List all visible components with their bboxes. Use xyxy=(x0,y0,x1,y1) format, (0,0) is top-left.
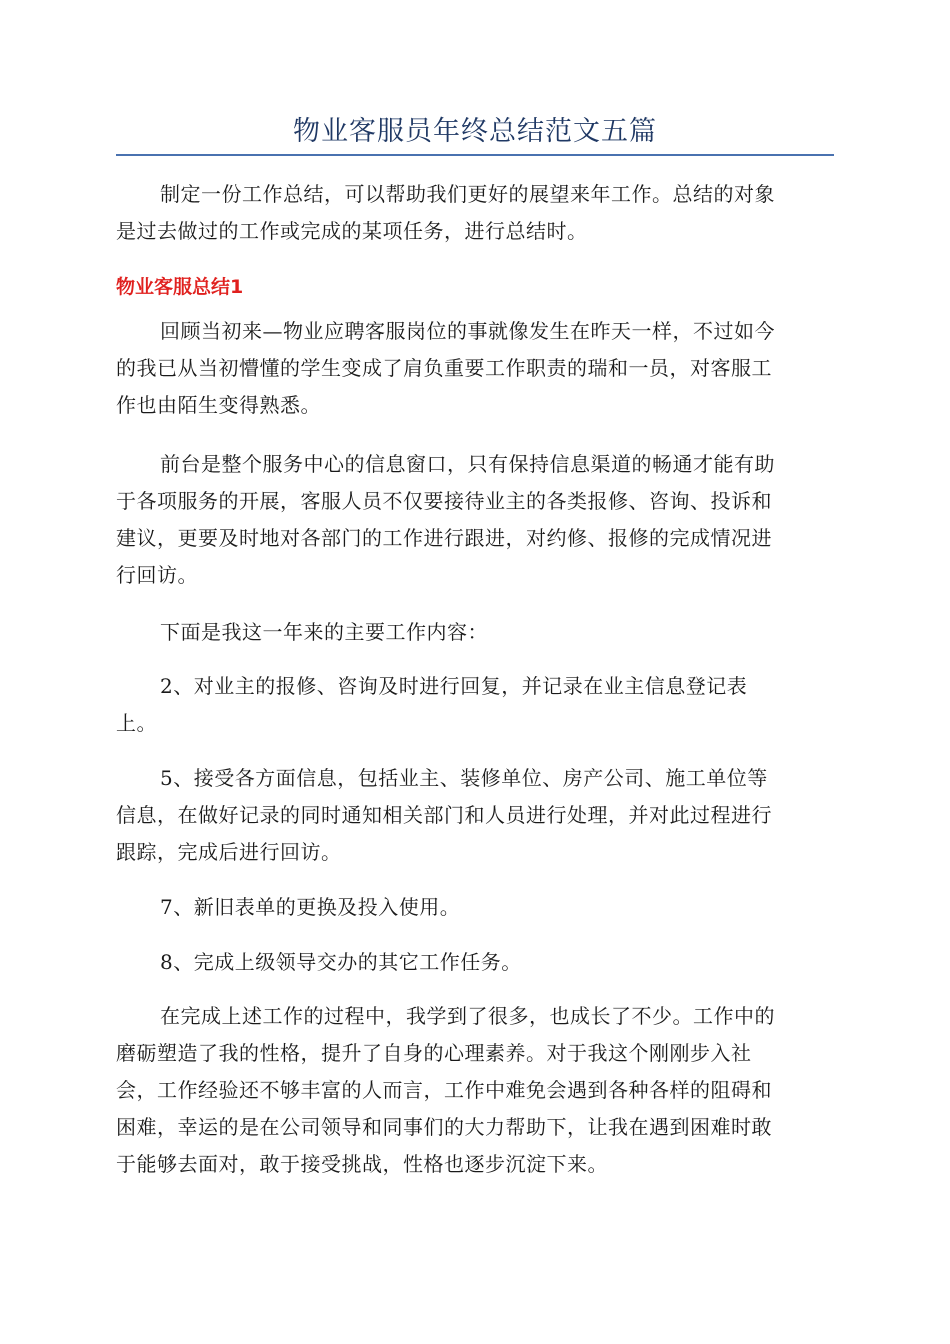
paragraph-line: 7、新旧表单的更换及投入使用。 xyxy=(160,895,461,919)
intro-paragraph xyxy=(116,176,834,250)
paragraph-line: 的我已从当初懵懂的学生变成了肩负重要工作职责的瑞和一员，对客服工 xyxy=(116,356,772,380)
paragraph-line: 制定一份工作总结，可以帮助我们更好的展望来年工作。总结的对象 xyxy=(160,182,775,206)
body-paragraph xyxy=(116,998,834,1183)
paragraph-line: 建议，更要及时地对各部门的工作进行跟进，对约修、报修的完成情况进 xyxy=(116,526,772,550)
body-paragraph xyxy=(116,313,834,424)
paragraph-line: 下面是我这一年来的主要工作内容： xyxy=(160,620,488,644)
paragraph-line: 上。 xyxy=(116,711,157,735)
paragraph-line: 2、对业主的报修、咨询及时进行回复，并记录在业主信息登记表 xyxy=(160,674,748,698)
paragraph-line: 在完成上述工作的过程中，我学到了很多，也成长了不少。工作中的 xyxy=(160,1004,775,1028)
document-title: 物业客服员年终总结范文五篇 xyxy=(293,116,657,147)
body-paragraph xyxy=(116,446,834,594)
paragraph-line: 作也由陌生变得熟悉。 xyxy=(116,393,321,417)
paragraph-line: 是过去做过的工作或完成的某项任务，进行总结时。 xyxy=(116,219,588,243)
paragraph-line: 于能够去面对，敢于接受挑战，性格也逐步沉淀下来。 xyxy=(116,1152,608,1176)
list-item xyxy=(116,944,834,981)
paragraph-line: 信息，在做好记录的同时通知相关部门和人员进行处理，并对此过程进行 xyxy=(116,803,772,827)
list-item xyxy=(116,889,834,926)
paragraph-line: 跟踪，完成后进行回访。 xyxy=(116,840,342,864)
paragraph-line: 5、接受各方面信息，包括业主、装修单位、房产公司、施工单位等 xyxy=(160,766,768,790)
list-item xyxy=(116,668,834,742)
paragraph-line: 于各项服务的开展，客服人员不仅要接待业主的各类报修、咨询、投诉和 xyxy=(116,489,772,513)
paragraph-line: 8、完成上级领导交办的其它工作任务。 xyxy=(160,950,522,974)
paragraph-line: 会，工作经验还不够丰富的人而言，工作中难免会遇到各种各样的阻碍和 xyxy=(116,1078,772,1102)
list-item xyxy=(116,760,834,871)
section-heading: 物业客服总结1 xyxy=(116,276,244,298)
paragraph-line: 前台是整个服务中心的信息窗口，只有保持信息渠道的畅通才能有助 xyxy=(160,452,775,476)
paragraph-line: 困难，幸运的是在公司领导和同事们的大力帮助下，让我在遇到困难时敢 xyxy=(116,1115,772,1139)
paragraph-line: 行回访。 xyxy=(116,563,198,587)
body-paragraph xyxy=(116,614,834,651)
paragraph-line: 磨砺塑造了我的性格，提升了自身的心理素养。对于我这个刚刚步入社 xyxy=(116,1041,752,1065)
title-underline xyxy=(116,154,834,156)
paragraph-line: 回顾当初来—物业应聘客服岗位的事就像发生在昨天一样，不过如今 xyxy=(160,319,775,343)
